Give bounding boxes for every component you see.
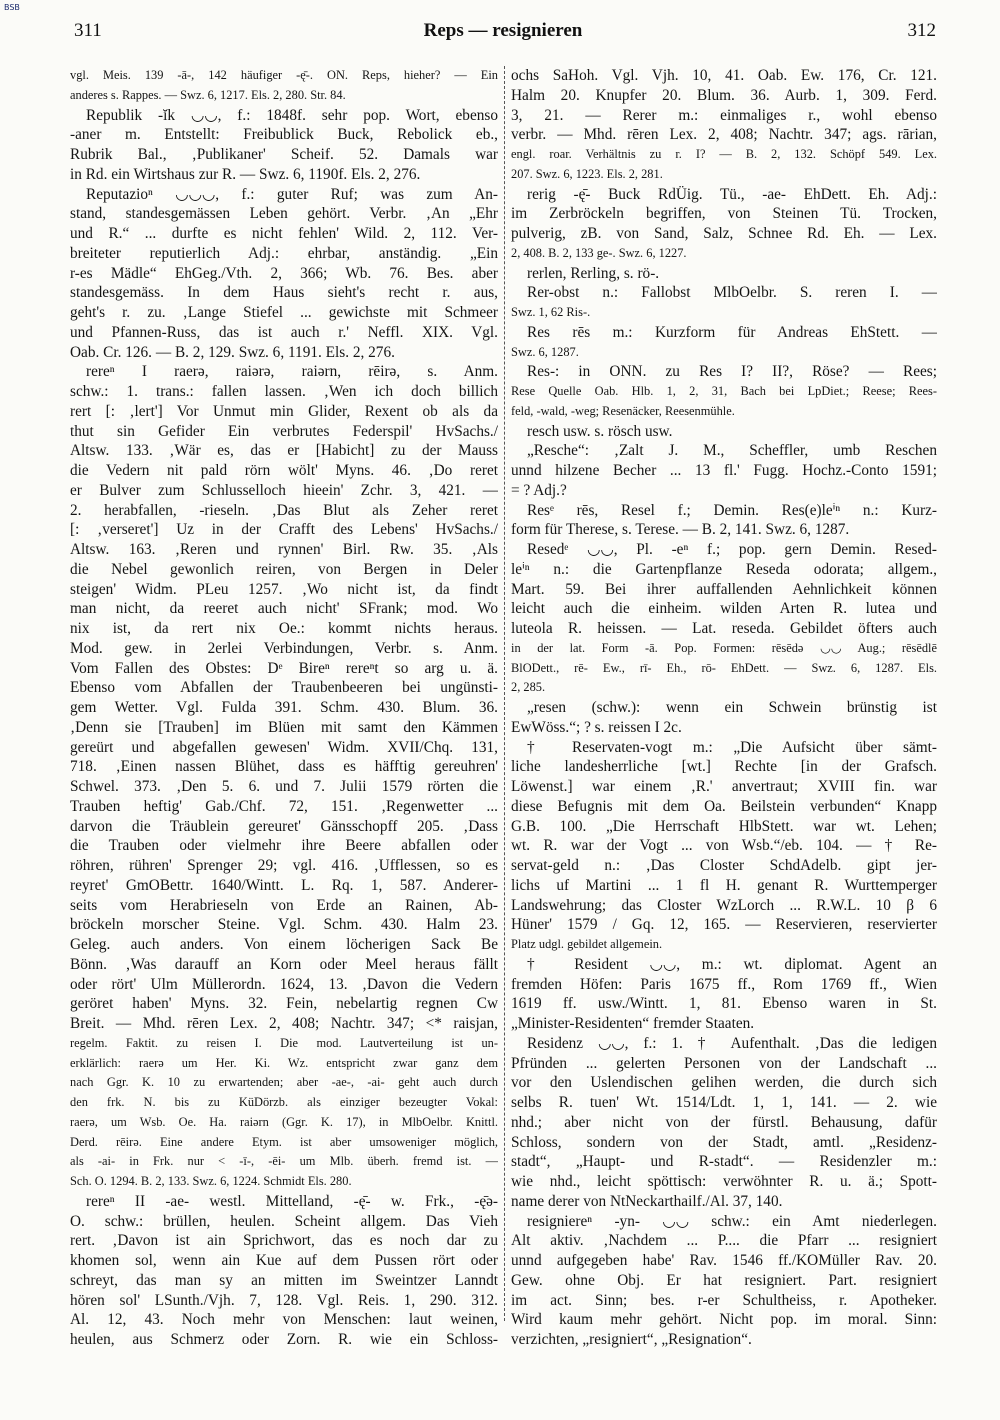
text-line: † Resident ◡◡, m.: wt. diplomat. Agent an bbox=[527, 955, 937, 973]
text-line: unnd aufgegeben habe' Rav. 1546 ff./KOMüller Rav. 20. bbox=[511, 1252, 937, 1269]
text-line: liche landesherrliche [wt.] Rechte [in der Grafsch. bbox=[511, 758, 937, 776]
text-line: Reputazioⁿ ◡◡◡, f.: guter Ruf; was zum An- bbox=[86, 185, 498, 203]
text-line: G.B. 100. „Die Herrschaft HlbStett. war wt. Lehen; bbox=[511, 817, 937, 835]
text-line: 2, 408. B. 2, 133 ge-. Swz. 6, 1227. bbox=[511, 245, 687, 260]
text-line: die Nebel gewonlich reiren, von Bergen in Deler bbox=[70, 560, 498, 578]
text-line: „Minister-Residenten“ fremder Staaten. bbox=[511, 1015, 755, 1032]
text-line: Pfründen ... gelerten Personen von der Landschaft ... bbox=[511, 1054, 937, 1072]
text-line: Geleg. auch anders. Von einem löcherigen Sack Be bbox=[70, 936, 498, 953]
text-line: röhren, rühren' Sprenger 29; vgl. 416. ‚Ufflessen, so es bbox=[70, 857, 498, 874]
text-line: geröret haben' Myns. 32. Fein, nebelartig regnen Cw bbox=[70, 995, 498, 1013]
text-line: Bönn. ‚Was darauff an Korn oder Meel heraus fällt bbox=[70, 955, 498, 973]
text-line: 1619 ff. usw./Wintt. 1, 81. Ebenso waren in St. bbox=[511, 995, 937, 1013]
text-line: er Bulver zum Schlusselloch hieein' Zchr. 3, 421. — bbox=[70, 481, 498, 499]
text-line: als -ai- in Frk. nur < -ī-, -ēi- um Mlb. überh. fremd ist. — bbox=[70, 1154, 498, 1169]
text-line: resch usw. s. rösch usw. bbox=[527, 422, 673, 440]
text-line: fremden Höfen: Paris 1675 ff., Rom 1769 ff., Wien bbox=[511, 975, 937, 993]
page-title: Reps — resignieren bbox=[423, 20, 583, 41]
text-line: reyret' GmOBettr. 1640/Wintt. L. Rq. 1, 587. Anderer- bbox=[70, 876, 498, 894]
text-line: Landswehrung; das Closter WzLorch ... R.W.L. 10 β 6 bbox=[511, 896, 937, 914]
text-line: Gew. ohne Obj. Er hat resigniert. Part. resigniert bbox=[511, 1271, 937, 1289]
text-line: pulverig, zB. von Sand, Salz, Schnee Rd. Eh. — Lex. bbox=[511, 225, 937, 242]
text-line: = ? Adj.? bbox=[511, 481, 567, 499]
text-line: rert. ‚Davon ist ain Sprichwort, das es noch dar zu bbox=[70, 1232, 498, 1250]
left-page-number: 311 bbox=[74, 20, 102, 41]
text-line: rereⁿ I raerə, raiərə, raiərn, rēirə, s. Anm. bbox=[86, 363, 498, 381]
text-line: leⁱⁿ n.: die Gartenpflanze Reseda odorata; allgem., bbox=[511, 560, 937, 578]
text-line: die Trauben oder vielmehr ihre Beere abfallen oder bbox=[70, 837, 498, 855]
text-line: † Reservaten-vogt m.: „Die Aufsicht über sämt- bbox=[527, 738, 937, 756]
library-stamp: BSB bbox=[4, 3, 20, 12]
text-line: resignierеⁿ -yn- ◡◡ schw.: ein Amt niederlegen. bbox=[527, 1212, 937, 1230]
text-line: in der lat. Form -ā. Pop. Formen: rēsēdə ◡◡ Aug.; rēsēdlē bbox=[511, 640, 937, 655]
text-line: O. schw.: brüllen, heulen. Scheint allgem. Das Vieh bbox=[70, 1212, 498, 1230]
text-line: 2. herabfallen, -rieseln. ‚Das Blut als Zeher reret bbox=[70, 501, 498, 519]
text-line: Vom Fallen des Obstes: Dᵉ Bireⁿ rereⁿt so arg u. ä. bbox=[70, 659, 498, 677]
text-line: im act. Sinn; bes. r-er Schultheiss, r. Apotheker. bbox=[511, 1291, 937, 1309]
text-line: ochs SaHoh. Vgl. Vjh. 10, 41. Oab. Ew. 176, Cr. 121. bbox=[511, 67, 937, 84]
text-line: gereürt und abgefallen gewesen' Widm. XVII/Chq. 131, bbox=[70, 738, 498, 756]
text-line: hören sol' LSunth./Vjh. 7, 128. Vgl. Reis. 1, 290. 312. bbox=[70, 1291, 498, 1309]
text-line: BlODett., rē- Ew., rī- Eh., rō- EhDett. — Swz. 6, 1287. Els. bbox=[511, 660, 937, 675]
text-line: Rese Quelle Oab. Hlb. 1, 2, 31, Bach bei LpDiet.; Reese; Rees- bbox=[511, 384, 937, 398]
text-line: Swz. 6, 1287. bbox=[511, 344, 579, 359]
text-line: den frk. N. bis zu KüDörzb. als einziger bezeugter Vokal: bbox=[70, 1095, 498, 1109]
text-line: und Pfannen-Russ, das ist auch r.' Neffl. XIX. Vgl. bbox=[70, 323, 498, 341]
text-line: 3, 21. — Rerer m.: einmaliges r., wohl ebenso bbox=[511, 106, 937, 124]
text-line: regelm. Faktit. zu reisen I. Die mod. Lautverteilung ist un- bbox=[70, 1035, 498, 1050]
text-line: gem Wetter. Vgl. Fulda 391. Schm. 430. Blum. 36. bbox=[70, 699, 498, 716]
text-line: bröckeln morscher Steine. Vgl. Schm. 430. Halm 23. bbox=[70, 916, 498, 934]
text-line: selbs R. tuen' Wt. 1514/Ldt. 1, 1, 141. — 2. wie bbox=[511, 1094, 937, 1111]
text-line: rerlen, Rerling, s. rö-. bbox=[527, 264, 660, 282]
text-line: Derd. rēirə. Eine andere Etym. ist aber umsoweniger möglich, bbox=[70, 1134, 498, 1149]
text-line: Schloss, sondern von der Stadt, amtl. „Residenz- bbox=[511, 1133, 937, 1151]
text-line: raerə, um Wsb. Oe. Ha. raiərn (Ggr. K. 17), in MlbOelbr. Knittl. bbox=[70, 1114, 498, 1129]
text-line: nach Ggr. K. 10 zu erwartenden; aber -ae-, -ai- geht auch durch bbox=[70, 1075, 498, 1090]
text-line: lichs uf Martini ... 1 fl H. genant R. Wurttemperger bbox=[511, 876, 937, 894]
text-line: wt. R. war der Vogt ... von Wsb.“/eb. 104. — † Re- bbox=[511, 837, 937, 855]
text-line: und R.“ ... durfte es nicht fehlen' Wild. 2, 112. Ver- bbox=[70, 225, 498, 242]
text-line: vgl. Meis. 139 -ā-, 142 häufiger -ę̄-. ON. Reps, hieher? — Ein bbox=[70, 68, 498, 82]
text-line: Hüner' 1579 / Gq. 12, 165. — Reservieren, reservierter bbox=[511, 916, 937, 934]
text-line: wie nhd., leicht spöttisch: verwöhnter R. u. ä.; Spott- bbox=[511, 1173, 937, 1190]
text-line: nix ist, da rert nix Oe.: kommt nichts heraus. bbox=[70, 620, 498, 637]
text-line: geht's r. zu. ‚Lange Stiefel ... gewichste mit Schmeer bbox=[70, 304, 498, 321]
text-line: Altsw. 133. ‚Wär es, das er [Habicht] zu der Mauss bbox=[70, 442, 498, 460]
text-line: [: ‚verseret'] Uz in der Crafft des Lebens' HvSachs./ bbox=[70, 521, 498, 539]
text-line: 718. ‚Einen nassen Blühet, dass es häfftig gereuhren' bbox=[70, 758, 498, 776]
text-line: stadt“, „Haupt- und R-stadt“. — Residenzler m.: bbox=[511, 1153, 937, 1171]
right-column bbox=[511, 66, 937, 1350]
text-line: rerig -ę̄- Buck RdÜig. Tü., -ae- EhDett. Eh. Adj.: bbox=[527, 185, 937, 203]
text-line: Rer-obst n.: Fallobst MlbOelbr. S. reren I. — bbox=[527, 284, 937, 302]
text-line: schreyt, das man sy an mitten im Sweintzer Lanndt bbox=[70, 1271, 498, 1289]
text-line: 207. Swz. 6, 1223. Els. 2, 281. bbox=[511, 166, 663, 181]
text-line: man nicht, da reeret auch nicht' SFrank; mod. Wo bbox=[70, 600, 498, 618]
text-line: darvon die Träublein gereuret' Gänsschopff 205. ‚Dass bbox=[70, 817, 498, 835]
text-line: steigen' Widm. PLeu 1257. ‚Wo nicht ist, da findt bbox=[70, 580, 498, 598]
text-line: Republik -ĭk ◡◡, f.: 1848f. sehr pop. Wort, ebenso bbox=[86, 106, 498, 124]
text-line: Schwel. 373. ‚Den 5. 6. und 7. Julii 1579 rörten die bbox=[70, 778, 498, 795]
right-page-number: 312 bbox=[907, 20, 936, 41]
text-line: Platz udgl. gebildet allgemein. bbox=[511, 937, 663, 951]
text-line: name derer von NtNeckarthailf./Al. 37, 140. bbox=[511, 1192, 783, 1210]
text-line: 2, 285. bbox=[511, 680, 546, 695]
text-line: in Rd. ein Wirtshaus zur R. — Swz. 6, 1190f. Els. 2, 276. bbox=[70, 165, 421, 183]
text-line: Löwenst.] war einem ‚R.' anvertraut; XVIII fin. war bbox=[511, 778, 937, 795]
text-line: heulen, aus Schmerz oder Zorn. R. wie ein Schloss- bbox=[70, 1331, 498, 1348]
text-line: verzichten, „resigniert“, „Resignation“. bbox=[511, 1331, 752, 1348]
text-line: rereⁿ II -ae- westl. Mittelland, -ę̄- w. Frk., -ę̄ə- bbox=[86, 1192, 498, 1210]
text-line: Resᵉ rēs, Resel f.; Demin. Res(e)leⁱⁿ n.: Kurz- bbox=[527, 501, 937, 519]
text-line: feld, -wald, -weg; Resenäcker, Reesenmühle. bbox=[511, 403, 735, 418]
text-line: Res rēs m.: Kurzform für Andreas EhStett. — bbox=[527, 323, 937, 341]
text-line: Residenz ◡◡, f.: 1. † Aufenthalt. ‚Das die ledigen bbox=[527, 1034, 937, 1052]
text-line: erklärlich: raerə um Her. Ki. Wz. entspricht zwar ganz dem bbox=[70, 1055, 498, 1070]
text-line: servat-geld n.: ‚Das Closter SchdAdelb. gipt jer- bbox=[511, 857, 937, 874]
text-line: Alt aktiv. ‚Nachdem ... P.... die Pfarr ... resigniert bbox=[511, 1232, 937, 1250]
text-line: unnd hilzene Becher ... 13 fl.' Fugg. Hochz.-Conto 1591; bbox=[511, 462, 937, 479]
text-line: breiteter reputierlich Adj.: ehrbar, anständig. „Ein bbox=[70, 244, 498, 262]
text-line: Mod. gew. in 2erlei Verbindungen, Verbr. s. Anm. bbox=[70, 639, 498, 657]
text-line: diese Befugnis mit dem Oa. Beilstein verbunden“ Knapp bbox=[511, 797, 937, 815]
text-line: leicht auch die einheim. wilden Arten R. lutea und bbox=[511, 600, 937, 618]
text-line: Sch. O. 1294. B. 2, 133. Swz. 6, 1224. Schmidt Els. 280. bbox=[70, 1174, 352, 1188]
text-line: standesgemäss. In dem Haus sieht's recht r. aus, bbox=[70, 284, 498, 302]
text-line: khomen sol, wenn ain Kue auf dem Pussen rört oder bbox=[70, 1252, 498, 1269]
text-line: anderes s. Rappes. — Swz. 6, 1217. Els. 2, 280. Str. 84. bbox=[70, 87, 346, 102]
text-line: Trauben heftig' Gab./Chf. 72, 151. ‚Regenwetter ... bbox=[70, 797, 498, 815]
text-line: EwWöss.“; ? s. reissen I 2c. bbox=[511, 718, 682, 736]
text-line: „Resche“: ‚Zalt J. M., Scheffler, umb Reschen bbox=[527, 442, 937, 460]
text-line: rert [: ‚lert'] Vor Unmut min Glider, Rexent ob als da bbox=[70, 402, 498, 420]
text-line: vor den Uslendischen gelihen werden, die durch sich bbox=[511, 1074, 937, 1092]
text-line: Wird kaum mehr gehört. Nicht pop. im moral. Sinn: bbox=[511, 1311, 937, 1329]
text-line: r-es Mädle“ EhGeg./Vth. 2, 366; Wb. 76. Bes. aber bbox=[70, 264, 498, 282]
text-line: Rubrik Bal., ‚Publikaner' Scheif. 52. Damals war bbox=[70, 146, 498, 163]
text-line: form für Therese, s. Terese. — B. 2, 141. Swz. 6, 1287. bbox=[511, 521, 850, 539]
text-line: im Zerbröckeln begriffen, von Steinen Tü. Trocken, bbox=[511, 205, 937, 223]
text-line: stand, standesgemässen Leben gehört. Verbr. ‚An „Ehr bbox=[70, 205, 498, 223]
text-line: Breit. — Mhd. rēren Lex. 2, 408; Nachtr. 347; <* raisjan, bbox=[70, 1015, 498, 1032]
text-line: Resedᵉ ◡◡, Pl. -eⁿ f.; pop. gern Demin. Resed- bbox=[527, 541, 937, 558]
text-line: schw.: 1. trans.: fallen lassen. ‚Wen ich doch billich bbox=[70, 383, 498, 400]
text-line: die Vedern nit pald rörn wölt' Myns. 46. ‚Do reret bbox=[70, 462, 498, 479]
text-line: Halm 20. Knupfer 20. Blum. 36. Aurb. 1, 309. Ferd. bbox=[511, 86, 937, 104]
text-line: Swz. 1, 62 Ris-. bbox=[511, 305, 591, 319]
text-line: Altsw. 163. ‚Reren und rynnen' Birl. Rw. 35. ‚Als bbox=[70, 541, 498, 558]
text-line: Al. 12, 43. Noch mehr von Menschen: laut weinen, bbox=[70, 1311, 498, 1329]
text-line: -aner m. Entstellt: Freibublick Buck, Rebolick eb., bbox=[70, 126, 498, 144]
text-line: engl. roar. Verhältnis zu r. I? — B. 2, 132. Schöpf 549. Lex. bbox=[511, 147, 937, 161]
text-line: nhd.; aber nicht von der fürstl. Behausung, dafür bbox=[511, 1113, 937, 1131]
text-line: luteola R. heissen. — Lat. reseda. Gebildet öfters auch bbox=[511, 620, 937, 637]
text-line: ‚Denn sie [Trauben] im Blüen mit samt den Kämmen bbox=[70, 718, 498, 736]
left-column bbox=[70, 66, 498, 1350]
text-line: Oab. Cr. 126. — B. 2, 129. Swz. 6, 1191. Els. 2, 276. bbox=[70, 343, 395, 361]
text-line: verbr. — Mhd. rēren Lex. 2, 408; Nachtr. 347; ags. rārian, bbox=[511, 126, 937, 144]
column-divider bbox=[504, 66, 505, 1321]
page-header bbox=[64, 18, 942, 48]
text-line: Mart. 59. Bei ihrer auffallenden Aehnlichkeit können bbox=[511, 580, 937, 598]
text-line: seits vom Herabrieseln von Erde an Rainen, Ab- bbox=[70, 896, 498, 914]
text-line: thut sin Gefider Ein verbrutes Federspil' HvSachs./ bbox=[70, 422, 498, 440]
text-line: oder rört' Ulm Müllerordn. 1624, 13. ‚Davon die Vedern bbox=[70, 975, 498, 993]
text-line: Ebenso vom Abfallen der Traubenbeeren bei ungünsti- bbox=[70, 679, 498, 697]
text-line: Res-: in ONN. zu Res I? II?, Röse? — Rees; bbox=[527, 363, 937, 381]
text-line: „resen (schw.): wenn ein Schwein brünstig ist bbox=[527, 699, 937, 716]
